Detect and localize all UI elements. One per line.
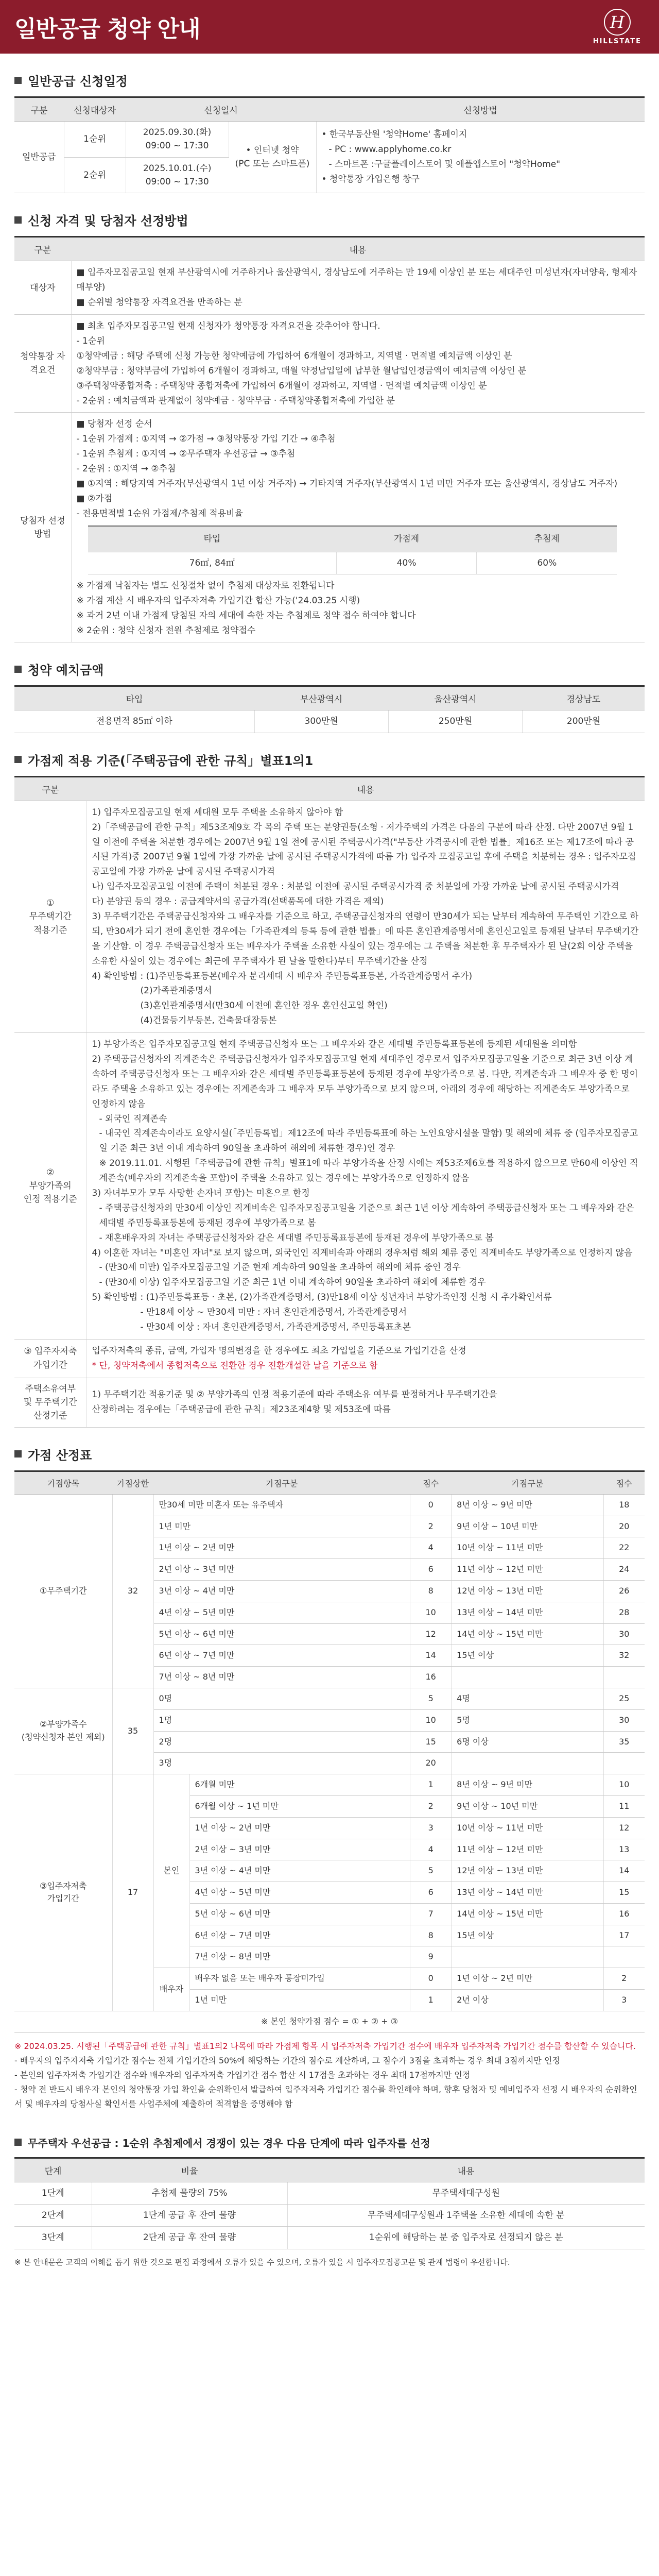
score-class: 6년 이상 ~ 7년 미만 <box>153 1645 410 1667</box>
hillstate-logo <box>593 9 641 45</box>
schedule-section <box>0 71 659 193</box>
max-no-house: 32 <box>112 1494 153 1688</box>
schedule-target: 2순위 <box>64 157 126 193</box>
schedule-date: 2025.10.01.(수) 09:00 ~ 17:30 <box>126 157 229 193</box>
th-step: 단계 <box>14 2158 92 2182</box>
logo-h-icon: H <box>604 9 631 36</box>
score-value: 22 <box>603 1537 645 1559</box>
th-score: 점수 <box>603 1471 645 1494</box>
th-class: 가점구분 <box>153 1471 410 1494</box>
score-class: 12년 이상 ~ 13년 미만 <box>452 1860 603 1882</box>
table-row: 2단계 1단계 공급 후 잔여 물량 무주택세대구성원과 1주택을 소유한 세대에 속한 분 <box>14 2205 645 2227</box>
score-class: 1년 이상 ~ 2년 미만 <box>452 1968 603 1990</box>
selection-label: 당첨자 선정방법 <box>14 413 71 642</box>
table-row <box>14 1688 645 1709</box>
criteria-label-1: ① 무주택기간 적용기준 <box>14 801 86 1032</box>
score-class: 1년 이상 ~ 2년 미만 <box>189 1817 410 1839</box>
th-item: 가점항목 <box>14 1471 112 1494</box>
score-table <box>14 1470 645 2033</box>
score-class: 배우자 없음 또는 배우자 통장미가입 <box>189 1968 410 1990</box>
score-class: 2년 이상 ~ 3년 미만 <box>189 1839 410 1860</box>
deposit-table <box>14 685 645 733</box>
qualification-section <box>0 211 659 642</box>
score-value: 2 <box>603 1968 645 1990</box>
score-value: 5 <box>410 1860 452 1882</box>
schedule-date: 2025.09.30.(화) 09:00 ~ 17:30 <box>126 122 229 158</box>
score-value: 1 <box>410 1990 452 2011</box>
score-value <box>603 1946 645 1968</box>
score-value: 10 <box>603 1774 645 1796</box>
score-value: 32 <box>603 1645 645 1667</box>
score-class: 10년 이상 ~ 11년 미만 <box>452 1537 603 1559</box>
score-value: 6 <box>410 1559 452 1581</box>
qualification-table <box>14 236 645 642</box>
score-value: 2 <box>410 1516 452 1537</box>
score-value: 26 <box>603 1580 645 1602</box>
schedule-table <box>14 96 645 193</box>
score-class: 13년 이상 ~ 14년 미만 <box>452 1882 603 1904</box>
score-class: 7년 이상 ~ 8년 미만 <box>189 1946 410 1968</box>
score-class: 0명 <box>153 1688 410 1709</box>
score-class: 4년 이상 ~ 5년 미만 <box>189 1882 410 1904</box>
table-row <box>14 1774 645 1796</box>
score-class: 3년 이상 ~ 4년 미만 <box>153 1580 410 1602</box>
requirement-label: 청약통장 자격요건 <box>14 315 71 413</box>
table-row: 1단계 추첨제 물량의 75% 무주택세대구성원 <box>14 2182 645 2204</box>
score-value: 18 <box>603 1494 645 1516</box>
th-gyeongnam: 경상남도 <box>523 686 645 710</box>
th-ulsan: 울산광역시 <box>388 686 522 710</box>
th-point: 가점제 <box>336 526 477 552</box>
score-value: 15 <box>603 1882 645 1904</box>
ratio-lottery: 60% <box>477 552 617 574</box>
score-value: 25 <box>603 1688 645 1709</box>
deposit-ulsan: 250만원 <box>388 710 522 733</box>
score-class: 11년 이상 ~ 12년 미만 <box>452 1839 603 1860</box>
ratio-type: 76㎡, 84㎡ <box>88 552 337 574</box>
criteria-title: 가점제 적용 기준(「주택공급에 관한 규칙」별표1의1 <box>14 751 645 769</box>
deposit-section <box>0 660 659 733</box>
score-value: 16 <box>410 1667 452 1688</box>
th-type: 타입 <box>88 526 337 552</box>
score-value: 8 <box>410 1925 452 1946</box>
score-class: 4명 <box>452 1688 603 1709</box>
table-row: 3단계 2단계 공급 후 잔여 물량 1순위에 해당하는 분 중 입주자로 선정되지 않은 분 <box>14 2227 645 2249</box>
deposit-busan: 300만원 <box>254 710 388 733</box>
selection-content: ■ 당첨자 선정 순서 - 1순위 가점제 : ①지역 → ②가점 → ③청약통장 가입 기간 → ④추첨 - 1순위 추첨제 : ①지역 → ②무주택자 우선공급 → ③추첨 - 2순위 : ①지역 → ②추첨 ■ ①지역 : 해당지역 거주자(부산광역시 1년 이상 거주자) → 기타지역 거주자(부산광역시 1년 미만 거주자 또는 울산광역시, 경상남도 거주자) ■ ②가점 - 전용면적별 1순위 가점제/추첨제 적용비율 타입 가점제 추첨제 76㎡, 84㎡ 40% 60% ※ 가점제 낙첨자는 별도 신청절차 없이 추첨제 대상자로 전환됩니다 ※ 가점 계산 시 배우자의 입주자저축 가입기간 합산 가능('24.03.25 시행) ※ 과거 2년 이내 가점제 당첨된 자의 세대에 속한 자는 추첨제로 청약 접수 하여야 합니다 ※ 2순위 : 청약 신청자 전원 추첨제로 청약접수 <box>71 413 645 642</box>
score-value: 1 <box>410 1774 452 1796</box>
score-class: 9년 이상 ~ 10년 미만 <box>452 1516 603 1537</box>
score-value: 28 <box>603 1602 645 1623</box>
score-value: 12 <box>410 1623 452 1645</box>
score-class: 11년 이상 ~ 12년 미만 <box>452 1559 603 1581</box>
score-value: 0 <box>410 1494 452 1516</box>
schedule-target: 1순위 <box>64 122 126 158</box>
criteria-content-2: 1) 부양가족은 입주자모집공고일 현재 주택공급신청자 또는 그 배우자와 같은 세대별 주민등록표등본에 등재된 세대원을 의미함 2) 주택공급신청자의 직계존속은 주택공급신청자가 입주자모집공고일 현재 세대주인 경우로서 입주자모집공고일을 기준으로 최근 3년 이상 계속하여 주택공급신청자 또는 그 배우자와 같은 세대별 주민등록표등본에 등재된 경우에 부양가족으로 봄. 다만, 직계존속과 그 배우자 중 한 명이라도 주택을 소유하고 있는 경우에는 직계존속과 그 배우자 모두 부양가족으로 보지 않으며, 아래의 경우에 해당하는 직계존속도 부양가족으로 인정하지 않음 - 외국인 직계존속 - 내국인 직계존속이라도 요양시설(「주민등록법」제12조에 따라 주민등록표에 하는 노인요양시설을 말함) 및 해외에 체류 중 (입주자모집공고일 기준 최근 3년 이내 계속하여 90일을 초과하여 해외에 체류한 경우)인 경우 ※ 2019.11.01. 시행된「주택공급에 관한 규칙」별표1에 따라 부양가족을 산정 시에는 제53조제6호를 적용하지 않으므로 만60세 이상인 직계존속(배우자의 직계존속을 포함)이 주택을 소유하고 있는 경우에는 부양가족으로 인정하지 않음 3) 자녀부모가 모두 사망한 손자녀 포함)는 미혼으로 한정 - 주택공급신청자의 만30세 이상인 직계비속은 입주자모집공고일을 기준으로 최근 1년 이상 계속하여 주택공급신청자 또는 그 배우자와 같은 세대별 주민등록표등본에 등재된 경우에 부양가족으로 봄 - 재혼배우자의 자녀는 주택공급신청자와 같은 세대별 주민등록표등본에 등재된 경우에 부양가족으로 봄 4) 이혼한 자녀는 "미혼인 자녀"로 보지 않으며, 외국인인 직계비속과 아래의 경우처럼 해외 체류 중인 직계비속도 부양가족으로 인정하지 않음 - (만30세 미만) 입주자모집공고일 기준 현재 계속하여 90일을 초과하여 해외에 체류 중인 경우 - (만30세 이상) 입주자모집공고일 기준 최근 1년 이내 계속하여 90일을 초과하여 해외에 체류한 경우 5) 확인방법 : (1)주민등록표등 · 초본, (2)가족관계증명서, (3)만18세 이상 성년자녀 부양가족인정 신청 시 추가확인서류 - 만18세 이상 ~ 만30세 미만 : 자녀 혼인관계증명서, 가족관계증명서 - 만30세 이상 : 자녀 혼인관계증명서, 가족관계증명서, 주민등록표초본 <box>86 1033 645 1340</box>
score-notes: ※ 2024.03.25. 시행된「주택공급에 관한 규칙」별표1의2 나목에 따라 가점제 항목 시 입주자저축 가입기간 점수에 배우자 입주자저축 가입기간 점수를 합산할 수 있습니다. - 배우자의 입주자저축 가입기간 점수는 전체 가입기간의 50%에 해당하는 기간의 점수로 계산하며, 그 점수가 3점을 초과하는 경우 최대 3점까지만 인정 - 본인의 입주자저축 가입기간 점수와 배우자의 입주자저축 가입기간 점수 합산 시 17점을 초과하는 경우 최대 17점까지만 인정 - 청약 전 반드시 배우자 본인의 청약통장 가입 확인을 순위확인서 발급하여 입주자저축 가입기간 점수를 확인해야 하며, 향후 당첨자 및 예비입주자 선정 시 배우자의 순위확인서 및 배우자의 당첨사실 확인서를 사업주체에 제출하여 적격함을 증명해야 함 <box>14 2033 645 2117</box>
score-class: 2명 <box>153 1731 410 1753</box>
score-value: 2 <box>410 1795 452 1817</box>
th-max: 가점상한 <box>112 1471 153 1494</box>
score-class: 6명 이상 <box>452 1731 603 1753</box>
th-category: 구분 <box>14 776 86 801</box>
item-savings: ③입주자저축 가입기간 <box>14 1774 112 2011</box>
score-class: 3명 <box>153 1753 410 1774</box>
score-class: 14년 이상 ~ 15년 미만 <box>452 1623 603 1645</box>
score-class: 1년 미만 <box>189 1990 410 2011</box>
score-title: 가점 산정표 <box>14 1445 645 1463</box>
criteria-content-3: 입주자저축의 종류, 금액, 가입자 명의변경을 한 경우에도 최초 가입일을 기준으로 가입기간을 산정 * 단, 청약저축에서 종합저축으로 전환한 경우 전환개설한 날을 기준으로 함 <box>86 1339 645 1378</box>
ratio-table <box>88 526 617 574</box>
score-class: 6개월 미만 <box>189 1774 410 1796</box>
th-content: 내용 <box>86 776 645 801</box>
score-class: 1년 이상 ~ 2년 미만 <box>153 1537 410 1559</box>
score-class: 10년 이상 ~ 11년 미만 <box>452 1817 603 1839</box>
qualification-title: 신청 자격 및 당첨자 선정방법 <box>14 211 645 229</box>
score-value: 10 <box>410 1709 452 1731</box>
score-note-highlight: ※ 2024.03.25. 시행된「주택공급에 관한 규칙」별표1의2 나목에 따라 가점제 항목 시 입주자저축 가입기간 점수에 배우자 입주자저축 가입기간 점수를 합산할 수 있습니다. <box>14 2041 636 2051</box>
criteria-label-3: ③ 입주자저축 가입기간 <box>14 1339 86 1378</box>
score-class <box>452 1667 603 1688</box>
criteria-label-2: ② 부양가족의 인정 적용기준 <box>14 1033 86 1340</box>
th-lottery: 추첨제 <box>477 526 617 552</box>
score-class: 8년 이상 ~ 9년 미만 <box>452 1774 603 1796</box>
score-class: 5년 이상 ~ 6년 미만 <box>189 1903 410 1925</box>
score-section <box>0 1445 659 2117</box>
th-content: 내용 <box>71 237 645 261</box>
score-class: 15년 이상 <box>452 1645 603 1667</box>
criteria-section <box>0 751 659 1428</box>
score-value: 7 <box>410 1903 452 1925</box>
page-header <box>0 0 659 54</box>
score-value: 30 <box>603 1709 645 1731</box>
th-category: 구분 <box>14 237 71 261</box>
criteria-content-4: 1) 무주택기간 적용기준 및 ② 부양가족의 인정 적용기준에 따라 주택소유 여부를 판정하거나 무주택기간을 산정하려는 경우에는「주택공급에 관한 규칙」제23조제4항 및 제53조에 따름 <box>86 1378 645 1427</box>
score-value: 3 <box>603 1990 645 2011</box>
score-value: 20 <box>410 1753 452 1774</box>
score-value: 17 <box>603 1925 645 1946</box>
score-value: 3 <box>410 1817 452 1839</box>
score-value: 11 <box>603 1795 645 1817</box>
score-class: 1명 <box>153 1709 410 1731</box>
score-class: 14년 이상 ~ 15년 미만 <box>452 1903 603 1925</box>
score-class: 6개월 이상 ~ 1년 미만 <box>189 1795 410 1817</box>
score-value: 13 <box>603 1839 645 1860</box>
schedule-methods: • 한국부동산원 '청약Home' 홈페이지 - PC : www.applyhome.co.kr - 스마트폰 :구글플레이스토어 및 애플앱스토어 "청약Home" • 청약통장 가입은행 창구 <box>316 122 645 193</box>
score-class: 5명 <box>452 1709 603 1731</box>
score-value <box>603 1667 645 1688</box>
logo-text: HILLSTATE <box>593 37 641 45</box>
footer-note: ※ 본 안내문은 고객의 이해를 돕기 위한 것으로 편집 과정에서 오류가 있을 수 있으며, 오류가 있을 시 입주자모집공고문 및 관계 법령이 우선합니다. <box>14 2257 510 2267</box>
th-ratio: 비율 <box>92 2158 287 2182</box>
th-busan: 부산광역시 <box>254 686 388 710</box>
score-value: 35 <box>603 1731 645 1753</box>
total-row <box>14 2011 645 2032</box>
deposit-gyeongnam: 200만원 <box>523 710 645 733</box>
spouse-label: 배우자 <box>153 1968 189 2011</box>
max-savings: 17 <box>112 1774 153 2011</box>
score-class: 12년 이상 ~ 13년 미만 <box>452 1580 603 1602</box>
requirement-content: ■ 최초 입주자모집공고일 현재 신청자가 청약통장 자격요건을 갖추어야 합니다. - 1순위 ①청약예금 : 해당 주택에 신청 가능한 청약예금에 가입하여 6개월이 경과하고, 지역별 · 면적별 예치금액 이상인 분 ②청약부금 : 청약부금에 가입하여 6개월이 경과하고, 매월 약정납입일에 납부한 월납입인정금액이 예치금액 이상인 분 ③주택청약종합저축 : 주택청약 종합저축에 가입하여 6개월이 경과하고, 지역별 · 면적별 예치금액 이상인 분 - 2순위 : 예치금액과 관계없이 청약예금 · 청약부금 · 주택청약종합저축에 가입한 분 <box>71 315 645 413</box>
deposit-type: 전용면적 85㎡ 이하 <box>14 710 254 733</box>
score-class <box>452 1753 603 1774</box>
criteria-label-4: 주택소유여부 및 무주택기간 산정기준 <box>14 1378 86 1427</box>
score-class: 1년 미만 <box>153 1516 410 1537</box>
priority-table <box>14 2157 645 2249</box>
score-value: 15 <box>410 1731 452 1753</box>
score-class: 5년 이상 ~ 6년 미만 <box>153 1623 410 1645</box>
score-value: 20 <box>603 1516 645 1537</box>
deposit-title: 청약 예치금액 <box>14 660 645 678</box>
score-value: 14 <box>603 1860 645 1882</box>
th-datetime: 신청일시 <box>126 97 316 122</box>
score-value: 4 <box>410 1839 452 1860</box>
score-class: 8년 이상 ~ 9년 미만 <box>452 1494 603 1516</box>
table-row <box>14 1494 645 1516</box>
target-content: ■ 입주자모집공고일 현재 부산광역시에 거주하거나 울산광역시, 경상남도에 거주하는 만 19세 이상인 분 또는 세대주인 미성년자(자녀양육, 형제자매부양) ■ 순위별 청약통장 자격요건을 만족하는 분 <box>71 261 645 315</box>
score-value: 30 <box>603 1623 645 1645</box>
th-content: 내용 <box>287 2158 645 2182</box>
max-family: 35 <box>112 1688 153 1774</box>
score-value: 5 <box>410 1688 452 1709</box>
priority-title: 무주택자 우선공급 : 1순위 추첨제에서 경쟁이 있는 경우 다음 단계에 따라 입주자를 선정 <box>14 2135 645 2150</box>
score-value: 14 <box>410 1645 452 1667</box>
schedule-group: 일반공급 <box>14 122 64 193</box>
score-class: 13년 이상 ~ 14년 미만 <box>452 1602 603 1623</box>
score-class: 7년 이상 ~ 8년 미만 <box>153 1667 410 1688</box>
th-class: 가점구분 <box>452 1471 603 1494</box>
criteria-table <box>14 776 645 1428</box>
score-value: 9 <box>410 1946 452 1968</box>
score-value: 4 <box>410 1537 452 1559</box>
th-score: 점수 <box>410 1471 452 1494</box>
score-class: 4년 이상 ~ 5년 미만 <box>153 1602 410 1623</box>
th-target: 신청대상자 <box>64 97 126 122</box>
ratio-point: 40% <box>336 552 477 574</box>
score-value: 24 <box>603 1559 645 1581</box>
item-no-house: ①무주택기간 <box>14 1494 112 1688</box>
score-value: 0 <box>410 1968 452 1990</box>
score-class: 9년 이상 ~ 10년 미만 <box>452 1795 603 1817</box>
score-class: 2년 이상 <box>452 1990 603 2011</box>
schedule-title: 일반공급 신청일정 <box>14 71 645 89</box>
th-method: 신청방법 <box>316 97 645 122</box>
score-class: 만30세 미만 미혼자 또는 유주택자 <box>153 1494 410 1516</box>
score-value: 16 <box>603 1903 645 1925</box>
score-value <box>603 1753 645 1774</box>
score-value: 12 <box>603 1817 645 1839</box>
score-class: 2년 이상 ~ 3년 미만 <box>153 1559 410 1581</box>
score-class: 15년 이상 <box>452 1925 603 1946</box>
score-class <box>452 1946 603 1968</box>
score-value: 10 <box>410 1602 452 1623</box>
score-class: 3년 이상 ~ 4년 미만 <box>189 1860 410 1882</box>
criteria-content-1: 1) 입주자모집공고일 현재 세대원 모두 주택을 소유하지 않아야 함 2)「주택공급에 관한 규칙」제53조제9호 각 목의 주택 또는 분양권등(소형 · 저가주택의 가격은 다음의 구분에 따라 산정. 다만 2007년 9월 1일 이전에 주택을 처분한 경우에는 2007년 9월 1일 전에 공시된 주택공시가격("부동산 가격공시에 관한 법률」제16조 또는 제17조에 따라 공시된 가격)중 2007년 9월 1일에 가장 가까운 날에 공시된 주택공시가격에 따름 가) 입주자 모집공고일 후에 주택을 처분하는 경우 : 입주자모집공고일에 가장 가까운 날에 공시된 주택공시가격 나) 입주자모집공고일 이전에 주택이 처분된 경우 : 처분일 이전에 공시된 주택공시가격 중 처분일에 가장 가까운 날에 공시된 주택공시가격 다) 분양권 등의 경우 : 공급계약서의 공급가격(선택품목에 대한 가격은 제외) 3) 무주택기간은 주택공급신청자와 그 배우자를 기준으로 하고, 주택공급신청자의 연령이 만30세가 되는 날부터 계속하여 무주택인 기간으로 하되, 만30세가 되기 전에 혼인한 경우에는「가족관계의 등록 등에 관한 법률」에 따른 혼인관계증명서에 혼인신고일로 등재된 날부터 무주택기간을 기산함. 이 경우 주택공급신청자 또는 배우자가 주택을 소유한 사실이 있는 경우에는 그 주택을 처분한 후 무주택자가 된 날(2회 이상 주택을 소유한 사실이 있는 경우에는 최근에 무주택자가 된 날을 말한다)부터 무주택기간을 산정 4) 확인방법 : (1)주민등록표등본(배우자 분리세대 시 배우자 주민등록표등본, 가족관계증명서 추가) (2)가족관계증명서 (3)혼인관계증명서(만30세 이전에 혼인한 경우 혼인신고일 확인) (4)건물등기부등본, 건축물대장등본 <box>86 801 645 1032</box>
schedule-internet: • 인터넷 청약 (PC 또는 스마트폰) <box>229 122 316 193</box>
total-formula: ※ 본인 청약가점 점수 = ① + ② + ③ <box>14 2011 645 2032</box>
page-title: 일반공급 청약 안내 <box>14 16 200 42</box>
target-label: 대상자 <box>14 261 71 315</box>
score-value: 8 <box>410 1580 452 1602</box>
score-class: 6년 이상 ~ 7년 미만 <box>189 1925 410 1946</box>
score-value: 6 <box>410 1882 452 1904</box>
item-family: ②부양가족수 (청약신청자 본인 제외) <box>14 1688 112 1774</box>
self-label: 본인 <box>153 1774 189 1968</box>
priority-section <box>0 2135 659 2284</box>
th-category: 구분 <box>14 97 64 122</box>
th-type: 타입 <box>14 686 254 710</box>
